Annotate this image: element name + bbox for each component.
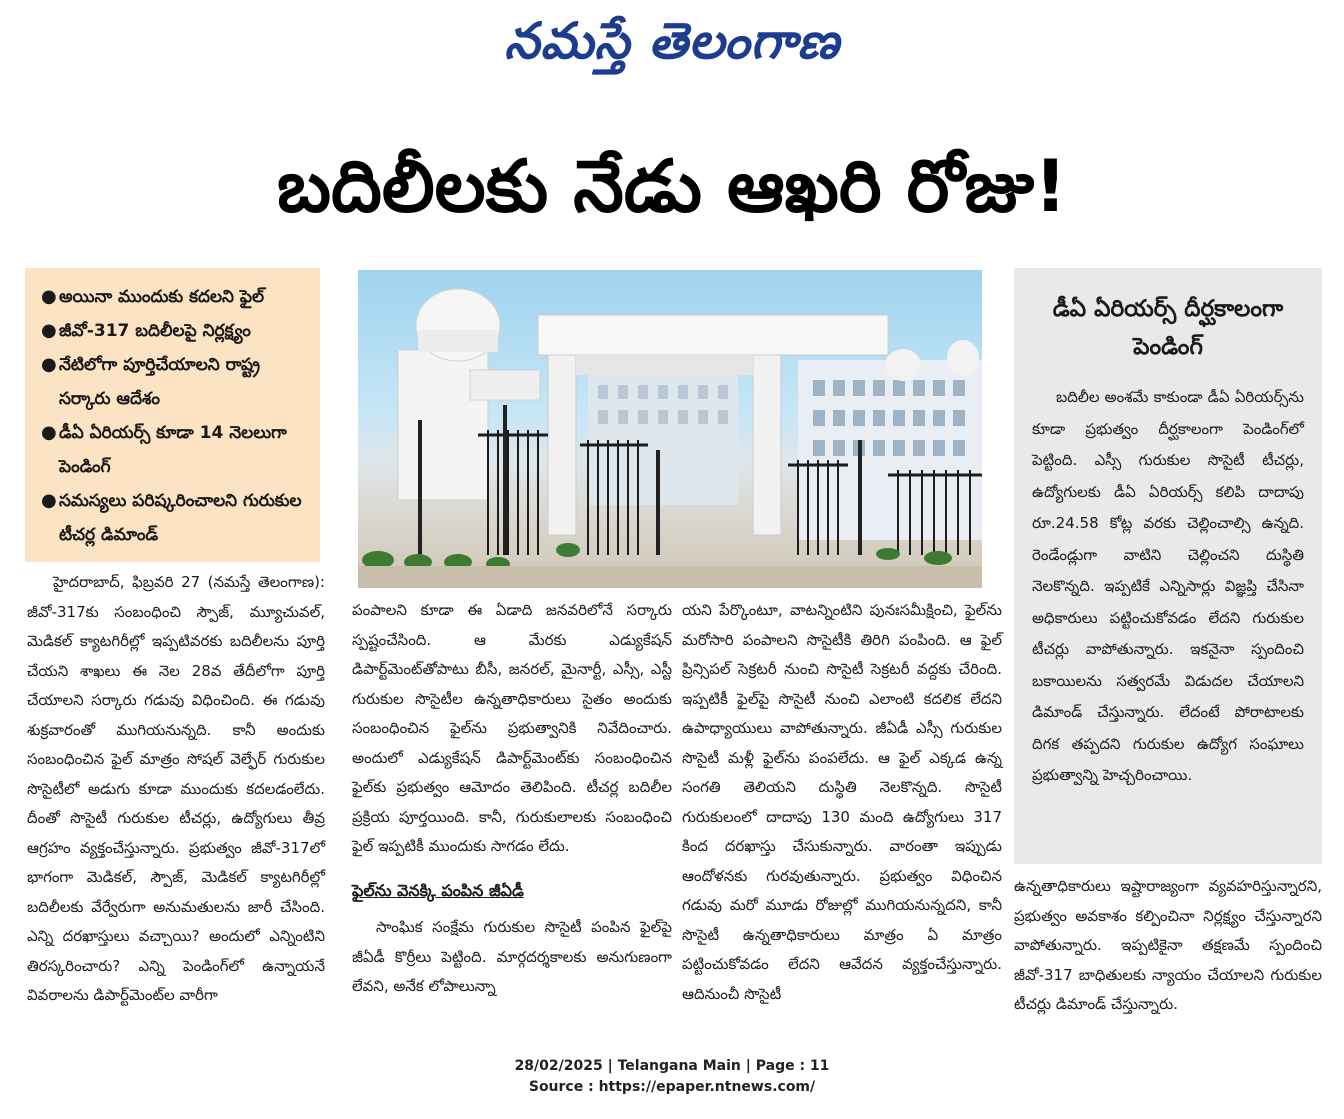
bullet-icon: ● bbox=[41, 286, 57, 307]
secretariat-illustration bbox=[358, 270, 982, 588]
highlight-item: ● నేటిలోగా పూర్తిచేయాలని రాష్ట్ర సర్కారు ఆదేశం bbox=[37, 348, 312, 416]
footer-source-line: Source : https://epaper.ntnews.com/ bbox=[528, 1079, 816, 1095]
footer-date-line: 28/02/2025 | Telangana Main | Page : 11 bbox=[514, 1058, 830, 1074]
bullet-icon: ● bbox=[41, 354, 57, 375]
article-column-2 bbox=[352, 596, 672, 1002]
page-footer bbox=[0, 1056, 1344, 1098]
headline: బదిలీలకు నేడు ఆఖరి రోజు! bbox=[277, 144, 1067, 228]
article-paragraph: యని పేర్కొంటూ, వాటన్నింటిని పునఃసమీక్షించి, ఫైల్‌ను మరోసారి పంపాలని సొసైటీకి తిరిగి పంపింది. ఆ ఫైల్ ప్రిన్సిపల్ సెక్రటరీ నుంచి సొసైటీ సెక్రటరీ వద్దకు చేరింది. ఇప్పటికీ ఫైల్‌పై సొసైటీ నుంచి ఎలాంటి కదలిక లేదని ఉపాధ్యాయులు వాపోతున్నారు. జీఏడీ ఎస్సీ గురుకుల సొసైటీ మళ్లీ ఫైల్‌ను పంపలేదు. ఆ ఫైల్ ఎక్కడ ఉన్న సంగతి తెలియని దుస్థితి నెలకొన్నది. సొసైటీ గురుకులంలో దాదాపు 130 మంది ఉద్యోగులు 317 కింద దరఖాస్తు చేసుకున్నారు. వారంతా ఇప్పుడు ఆందోళనకు గురవుతున్నారు. ప్రభుత్వం విధించిన గడువు మరో మూడు రోజుల్లో ముగియనున్నదని, కానీ సొసైటీ ఉన్నతాధికారులు మాత్రం ఏ మాత్రం పట్టించుకోవడం లేదని ఆవేదన వ్యక్తంచేస్తున్నారు. ఆదినుంచీ సొసైటీ bbox=[682, 601, 1002, 1003]
article-paragraph: హైదరాబాద్, ఫిబ్రవరి 27 (నమస్తే తెలంగాణ): జీవో-317కు సంబంధించి స్పౌజ్, మ్యూచువల్, మెడికల్ క్యాటగిరీల్లో ఇప్పటివరకు బదిలీలను పూర్తి చేయని శాఖలు ఈ నెల 28వ తేదీలోగా పూర్తి చేయాలని సర్కారు గడువు విధించింది. ఈ గడువు శుక్రవారంతో ముగియనున్నది. కానీ అందుకు సంబంధించిన ఫైల్ మాత్రం సోషల్ వెల్ఫేర్ గురుకుల సొసైటీలో అడుగు కూడా ముందుకు కదలడంలేదు. దీంతో సొసైటీ గురుకుల టీచర్లు, ఉద్యోగులు తీవ్ర ఆగ్రహం వ్యక్తంచేస్తున్నారు. ప్రభుత్వం జీవో-317లో భాగంగా మెడికల్, స్పౌజ్, మెడికల్ క్యాటగిరీల్లో బదిలీలకు వేర్వేరుగా అనుమతులను జారీ చేసింది. ఎన్ని దరఖాస్తులు వచ్చాయి? అందులో ఎన్నింటిని తిరస్కరించారు? ఎన్ని పెండింగ్‌లో ఉన్నాయనే వివరాలను డిపార్ట్‌మెంట్‌ల వారీగా bbox=[27, 573, 325, 1004]
highlight-item: ● డీఏ ఏరియర్స్ కూడా 14 నెలలుగా పెండింగ్ bbox=[37, 416, 312, 484]
sidebar-text: బదిలీల అంశమే కాకుండా డీఏ ఏరియర్స్‌ను కూడా ప్రభుత్వం దీర్ఘకాలంగా పెండింగ్‌లో పెట్టింది. ఎస్సీ గురుకుల సొసైటీ టీచర్లు, ఉద్యోగులకు డీఏ ఏరియర్స్ కలిపి దాదాపు రూ.24.58 కోట్ల వరకు చెల్లించాల్సి ఉన్నది. రెండేండ్లుగా వాటిని చెల్లించని దుస్థితి నెలకొన్నది. ఇప్పటికే ఎన్నిసార్లు విజ్ఞప్తి చేసినా అధికారులు పట్టించుకోవడం లేదని గురుకుల టీచర్లు వాపోతున్నారు. ఇకనైనా స్పందించి బకాయిలను సత్వరమే విడుదల చేయాలని డిమాండ్ చేస్తున్నారు. లేదంటే పోరాటాలకు దిగక తప్పదని గురుకుల ఉద్యోగ సంఘాలు ప్రభుత్వాన్ని హెచ్చరించాయి. bbox=[1032, 388, 1304, 784]
secretariat-photo bbox=[358, 270, 982, 588]
article-column-1 bbox=[27, 568, 325, 1011]
bullet-icon: ● bbox=[41, 320, 57, 341]
article-column-3 bbox=[682, 596, 1002, 1009]
sidebar-title: డీఏ ఏరియర్స్ దీర్ఘకాలంగా పెండింగ్ bbox=[1052, 296, 1284, 360]
article-column-4 bbox=[1014, 872, 1322, 1020]
article-paragraph: పంపాలని కూడా ఈ ఏడాది జనవరిలోనే సర్కారు స్పష్టంచేసింది. ఆ మేరకు ఎడ్యుకేషన్ డిపార్ట్‌మెంట్‌తోపాటు బీసీ, జనరల్, మైనార్టీ, ఎస్సీ, ఎస్టీ గురుకుల సొసైటీల ఉన్నతాధికారులు సైతం అందుకు సంబంధించిన ఫైల్‌ను ప్రభుత్వానికి నివేదించారు. అందులో ఎడ్యుకేషన్ డిపార్ట్‌మెంట్‌కు సంబంధించిన ఫైల్‌కు ప్రభుత్వం ఆమోదం తెలిపింది. టీచర్ల బదిలీల ప్రక్రియ పూర్తయింది. కానీ, గురుకులాలకు సంబంధించి ఫైల్ ఇప్పటికీ ముందుకు సాగడం లేదు. bbox=[352, 601, 672, 855]
highlight-item: ● జీవో-317 బదిలీలపై నిర్లక్ష్యం bbox=[37, 314, 312, 348]
highlights-box bbox=[25, 268, 320, 562]
sidebar-box bbox=[1014, 268, 1322, 864]
highlight-item: ● అయినా ముందుకు కదలని ఫైల్ bbox=[37, 280, 312, 314]
highlight-item: ● సమస్యలు పరిష్కరించాలని గురుకుల టీచర్ల డిమాండ్ bbox=[37, 484, 312, 552]
article-subheading: ఫైల్‌ను వెనక్కి పంపిన జీఏడీ bbox=[352, 880, 524, 900]
article-paragraph: సాంఘిక సంక్షేమ గురుకుల సొసైటీ పంపిన ఫైల్‌పై జీఏడీ కొర్రీలు పెట్టింది. మార్గదర్శకాలకు అనుగుణంగా లేవని, అనేక లోపాలున్నా bbox=[352, 918, 672, 995]
article-paragraph: ఉన్నతాధికారులు ఇష్టారాజ్యంగా వ్యవహరిస్తున్నారని, ప్రభుత్వం అవకాశం కల్పించినా నిర్లక్ష్యం చేస్తున్నారని వాపోతున్నారు. ఇప్పటికైనా తక్షణమే స్పందించి జీవో-317 బాధితులకు న్యాయం చేయాలని గురుకుల టీచర్లు డిమాండ్ చేస్తున్నారు. bbox=[1014, 877, 1322, 1013]
masthead-logo: నమస్తే తెలంగాణ bbox=[504, 12, 840, 70]
bullet-icon: ● bbox=[41, 422, 57, 443]
bullet-icon: ● bbox=[41, 490, 57, 511]
